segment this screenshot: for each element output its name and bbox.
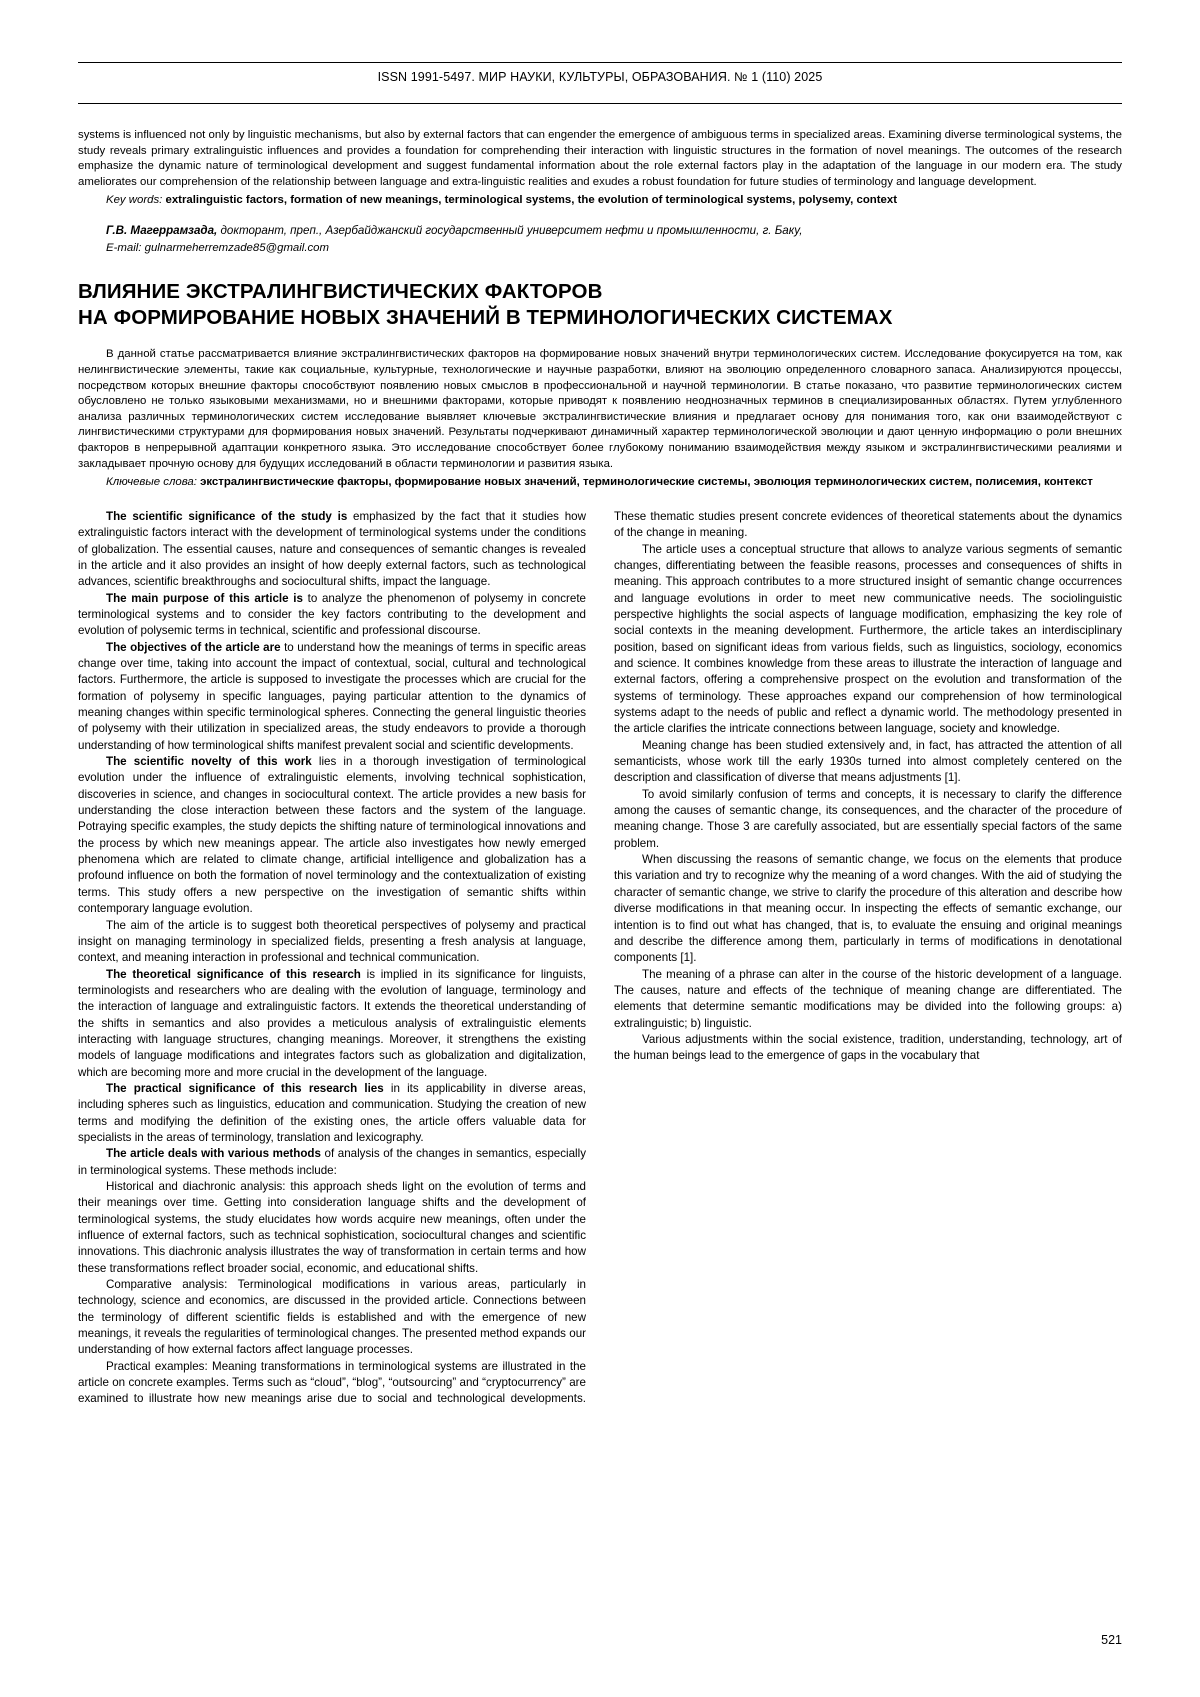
body-paragraph-text: of analysis of the changes in semantics, especially in terminological systems. These methods include:: [78, 1147, 586, 1177]
body-paragraph-text: Meaning change has been studied extensively and, in fact, has attracted the attention of all semanticists, whose work till the early 1930s turned into almost completely centered on the description and classification of diverse that means adjustments [1].: [614, 738, 1122, 785]
body-paragraph-text: to understand how the meanings of terms in specific areas change over time, taking into account the impact of contextual, social, cultural and technological factors. Furthermore, the article is supposed to investigate the processes which are crucial for the formation of polysemy in specific languages, paying particular attention to the dynamics of meaning changes within specific terminological spheres. Connecting the general linguistic theories of polysemy with their utilization in specialized areas, the study endeavors to provide a thorough understanding of how terminological shifts manifest prevalent social and scientific developments.: [78, 640, 587, 752]
keywords-english: [78, 193, 1122, 209]
body-paragraph: [614, 542, 1122, 738]
body-paragraph: [614, 1032, 1122, 1065]
abstract-english-text: systems is influenced not only by linguistic mechanisms, but also by external factors that can engender the emergence of ambiguous terms in specialized areas. Examining diverse terminological systems, the study reveals primary extralinguistic influences and provides a foundation for comprehending their interaction with linguistic structures in the formation of novel meanings. The outcomes of the research emphasize the dynamic nature of terminological development and suggest fundamental information about the role external factors play in the adaptation of the language in our modern era. The study ameliorates our comprehension of the relationship between language and extra-linguistic realities and exudes a robust foundation for future studies of terminology and language development.: [78, 129, 1122, 188]
body-paragraph: [78, 754, 586, 917]
header-rule-top: [78, 62, 1122, 63]
body-paragraph: [78, 1146, 586, 1179]
body-paragraph-text: To avoid similarly confusion of terms and concepts, it is necessary to clarify the difference among the causes of semantic change, its consequences, and the character of the procedure of meaning change. Those 3 are carefully associated, but are essentially special factors of the same problem.: [614, 787, 1122, 850]
body-paragraph-text: The meaning of a phrase can alter in the course of the historic development of a language. The causes, nature and effects of the technique of meaning change are differentiated. The elements that determine semantic modifications may be divided into the following groups: a) extralinguistic; b) linguistic.: [614, 967, 1122, 1030]
keywords-russian-value: экстралингвистические факторы, формирование новых значений, терминологические системы, эволюция терминологических систем, полисемия, контекст: [200, 476, 1093, 489]
abstract-english: [78, 128, 1122, 209]
author-affiliation: докторант, преп., Азербайджанский государственный университет нефти и промышленности, г. Баку,: [220, 223, 803, 237]
body-columns: [78, 509, 1122, 1409]
body-paragraph: [614, 738, 1122, 787]
body-paragraph: [78, 1179, 586, 1277]
keywords-english-value: extralinguistic factors, formation of new meanings, terminological systems, the evolution of terminological systems, polysemy, context: [165, 194, 898, 206]
body-paragraph-lead: The theoretical significance of this research: [106, 967, 361, 981]
body-paragraph: [78, 509, 586, 591]
abstract-russian: [78, 347, 1122, 491]
body-paragraph-text: lies in a thorough investigation of terminological evolution under the influence of extralinguistic elements, involving technical sophistication, discoveries in science, and changes in sociocultural context. The article provides a new basis for understanding the close interaction between these factors and the system of the language. Potraying specific examples, the study depicts the shifting nature of terminological innovations and the process by which new meanings appear. The article also investigates how newly emerged phenomena which are related to climate change, artificial intelligence and globalization has a profound influence on both the formation of novel terminology and the contextualization of existing terms. This study offers a new perspective on the investigation of semantic shifts within contemporary language evolution.: [78, 755, 586, 916]
author-block: [78, 223, 1122, 257]
body-paragraph: [78, 967, 586, 1081]
article-content: [78, 128, 1122, 1409]
author-name: Г.В. Магеррамзада,: [106, 223, 218, 237]
body-paragraph: [614, 787, 1122, 852]
body-paragraph-text: Practical examples: Meaning transformations in terminological systems are illustrated in the article on concrete examples. Terms such as “cloud”, “blog”, “outsourcing” and “cryptocurrency” are examined to illustrate how new meanings arise due to social and technological developments. These thematic studies present concrete evidences of theoretical statements about the dynamics of the change in meaning.: [78, 509, 1122, 1406]
body-paragraph-text: The aim of the article is to suggest both theoretical perspectives of polysemy and practical insight on managing terminology in specialized fields, presenting a fresh analysis at language, context, and meaning interaction in professional and technical communication.: [78, 918, 586, 965]
body-paragraph-text: Comparative analysis: Terminological modifications in various areas, particularly in technology, science and economics, are discussed in the provided article. Connections between the terminology of different scientific fields is established and with the emergence of new meanings, it reveals the regularities of terminological changes. The presented method expands our understanding of how external factors affect language processes.: [78, 1278, 586, 1357]
page-number: 521: [1101, 1633, 1122, 1647]
author-email: E-mail: gulnarmeherremzade85@gmail.com: [106, 242, 330, 255]
body-paragraph: [78, 640, 586, 754]
body-paragraph: [78, 591, 586, 640]
body-paragraph-text: to analyze the phenomenon of polysemy in concrete terminological systems and to consider the key factors contributing to the development and evolution of polysemic terms in technical, scientific and professional discourse.: [78, 591, 586, 638]
keywords-russian-label: Ключевые слова:: [106, 476, 197, 489]
body-paragraph-text: in its applicability in diverse areas, including spheres such as linguistics, education and communication. Studying the creation of new terms and modifying the definition of the existing ones, the article offers valuable data for specialists in the areas of terminology, translation and lexicography.: [78, 1081, 586, 1144]
body-paragraph-text: is implied in its significance for linguists, terminologists and researchers who are dealing with the evolution of language, terminology and the interaction of language and extralinguistic factors. It extends the theoretical understanding of the shifts in semantics and also provides a meticulous analysis of extralinguistic elements interacting with language structures, changing meanings. Moreover, it strengthens the existing models of language modifications and integrates factors such as globalization and digitalization, which are becoming more and more crucial in the development of the language.: [78, 967, 587, 1079]
body-paragraph-text: Historical and diachronic analysis: this approach sheds light on the evolution of terms and their meanings over time. Getting into consideration language shifts and the development of terminological systems, the study elucidates how words acquire new meanings, often under the influence of external factors, such as technical sophistication, sociocultural changes and scientific innovations. This diachronic analysis illustrates the way of transformation in certain terms and how these transformations reflect broader social, economic, and educational shifts.: [78, 1180, 586, 1275]
keywords-russian: [78, 475, 1122, 491]
title-line-1: ВЛИЯНИЕ ЭКСТРАЛИНГВИСТИЧЕСКИХ ФАКТОРОВ: [78, 279, 603, 303]
page-title: [78, 279, 1122, 331]
title-line-2: НА ФОРМИРОВАНИЕ НОВЫХ ЗНАЧЕНИЙ В ТЕРМИНОЛОГИЧЕСКИХ СИСТЕМАХ: [78, 306, 893, 330]
body-paragraph-text: emphasized by the fact that it studies how extralinguistic factors interact with the development of terminological systems under the conditions of globalization. The essential causes, nature and consequences of semantic changes is revealed in the article and it also provides an insight of how deeply external factors, such as technological advances, scientific breakthroughs and sociocultural shifts, impact the language.: [78, 509, 586, 589]
body-paragraph-text: When discussing the reasons of semantic change, we focus on the elements that produce this variation and try to recognize why the meaning of a word changes. With the aid of studying the character of semantic change, we strive to clarify the procedure of this alteration and describe how diverse modifications in that meaning occur. In inspecting the effects of semantic exchange, our intention is to find out what has changed, that is, to evaluate the ensuing and original meanings and describe the difference among them, particularly in terms of modifications in denotational components [1].: [614, 853, 1122, 965]
body-paragraph: [78, 1081, 586, 1146]
running-head: ISSN 1991-5497. МИР НАУКИ, КУЛЬТУРЫ, ОБРАЗОВАНИЯ. № 1 (110) 2025: [377, 70, 823, 84]
body-paragraph: [78, 918, 586, 967]
body-paragraph-text: The article uses a conceptual structure that allows to analyze various segments of semantic changes, differentiating between the feasible reasons, processes and consequences of shifts in meaning. This approach contributes to a more structured insight of semantic change occurrences and language evolutions in order to meet new communicative needs. The sociolinguistic perspective highlights the social aspects of language modification, emphasizing the key role of social contexts in the meaning development. Furthermore, the article takes an interdisciplinary position, based on significant ideas from various fields, such as linguistics, sociology, economics and science. It combines knowledge from these areas to illustrate the interaction of language and external factors, offering a comprehensive prospect on the evolution and transformation of the systems of terminology. These approaches expand our comprehension of how terminological systems adapt to the needs of public and reflect a dynamic world. The methodology presented in the article clarifies the intricate connections between language, society and knowledge.: [614, 542, 1122, 736]
header-rule-bottom: [78, 103, 1122, 104]
body-paragraph-text: Various adjustments within the social existence, tradition, understanding, technology, art of the human beings lead to the emergence of gaps in the vocabulary that: [614, 1032, 1122, 1063]
keywords-english-label: Key words:: [106, 194, 163, 206]
body-paragraph-lead: The scientific novelty of this work: [106, 755, 312, 769]
body-paragraph-lead: The scientific significance of the study is: [106, 509, 348, 523]
body-paragraph: [614, 967, 1122, 1032]
body-paragraph-lead: The objectives of the article are: [106, 640, 281, 654]
body-paragraph-lead: The article deals with various methods: [106, 1147, 321, 1161]
body-paragraph: [78, 1277, 586, 1359]
abstract-russian-text: В данной статье рассматривается влияние экстралингвистических факторов на формирование новых значений внутри терминологических систем. Исследование фокусируется на том, как нелингвистические элементы, такие как социальные, культурные, технологические и научные разработки, влияют на эволюцию определенного словарного запаса. Анализируются процессы, посредством которых внешние факторы способствуют появлению новых смыслов в профессиональной и научной терминологии. В статье показано, что развитие терминологических систем обусловлено не только языковыми механизмами, но и внешними факторами, которые приводят к появлению неоднозначных терминов в специализированных областях. Путем углубленного анализа различных терминологических систем исследование выявляет ключевые экстралингвистические влияния и предлагает основу для понимания того, как они взаимодействуют с лингвистическими структурами для формирования новых значений. Результаты подчеркивают динамичный характер терминологической эволюции и дают ценную информацию о роли внешних факторов в непрерывной адаптации конкретного языка. Это исследование способствует более глубокому пониманию взаимодействия между языком и экстралингвистическими реалиями и закладывает прочную основу для будущих исследований в области терминологии и развития языка.: [78, 348, 1122, 470]
body-paragraph-lead: The practical significance of this research lies: [106, 1081, 384, 1095]
body-paragraph: [614, 852, 1122, 966]
body-paragraph-lead: The main purpose of this article is: [106, 591, 303, 605]
